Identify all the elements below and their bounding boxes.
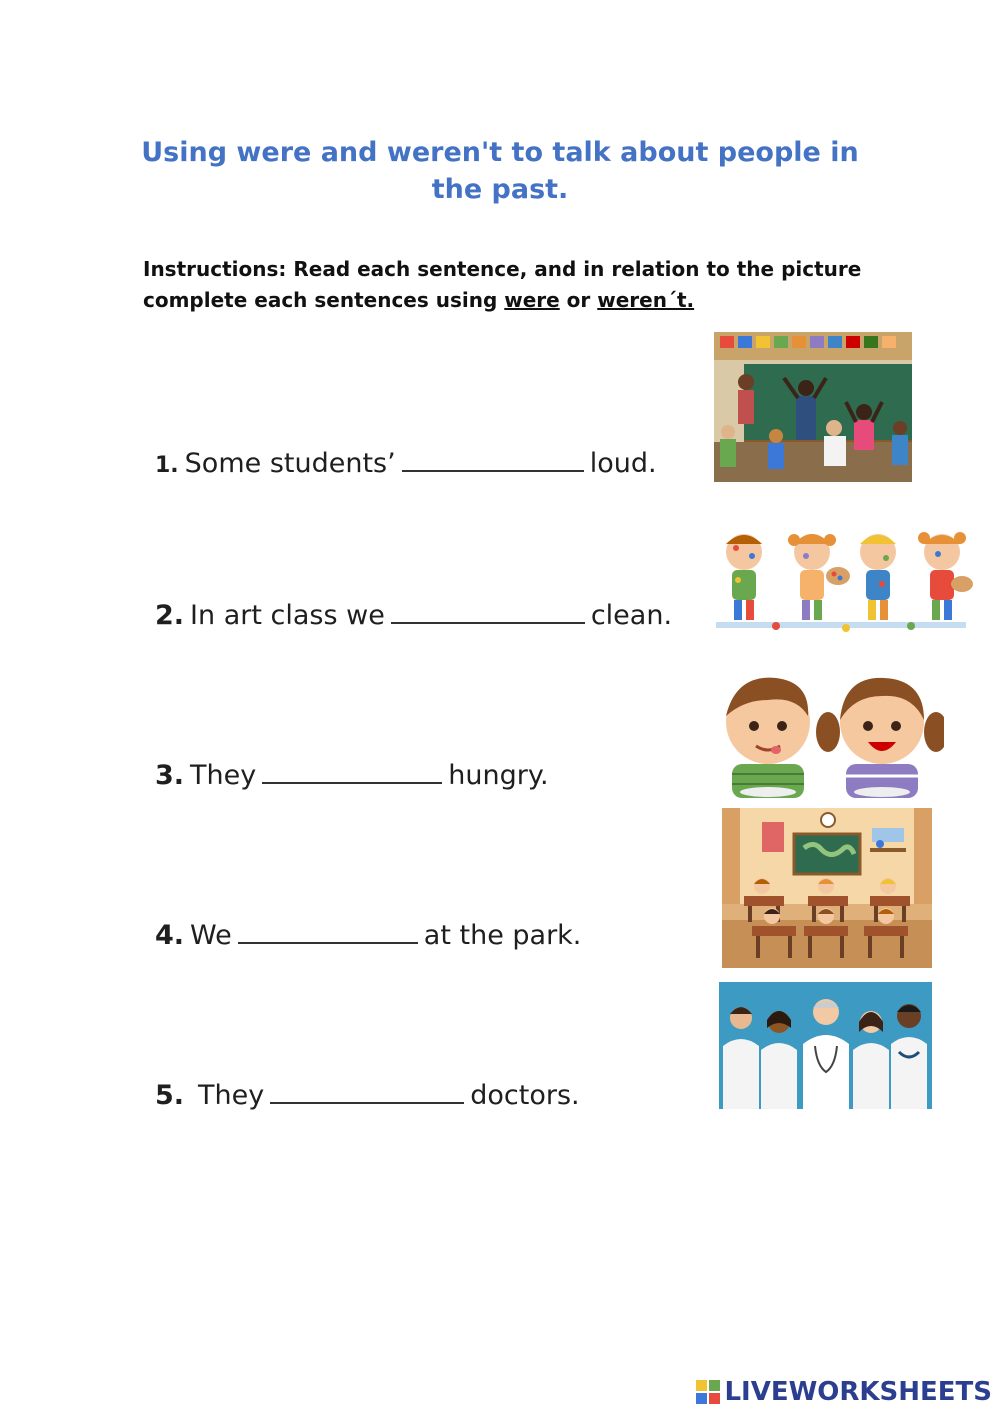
answer-blank-3[interactable] — [262, 756, 442, 784]
question-4 — [155, 916, 581, 951]
question-text-before: They — [198, 1080, 265, 1111]
question-number: 1. — [155, 453, 179, 478]
question-text-after: loud. — [589, 448, 657, 479]
question-number: 4. — [155, 920, 185, 951]
option-were: were — [504, 288, 560, 312]
answer-blank-2[interactable] — [391, 596, 585, 624]
question-3 — [155, 756, 549, 791]
liveworksheets-logo-icon — [696, 1380, 720, 1404]
question-number: 5. — [155, 1080, 185, 1111]
question-text-before: They — [190, 760, 257, 791]
question-text-after: doctors. — [470, 1080, 580, 1111]
classroom-desks-picture — [722, 808, 932, 968]
instructions-connector: or — [559, 288, 598, 312]
question-number: 3. — [155, 760, 185, 791]
answer-blank-1[interactable] — [402, 444, 584, 472]
liveworksheets-logo-text: LIVEWORKSHEETS — [724, 1377, 992, 1407]
answer-blank-4[interactable] — [238, 916, 418, 944]
messy-painting-kids-illustration — [706, 514, 976, 638]
classroom-desks-illustration — [722, 808, 932, 968]
question-text-before: Some students’ — [184, 448, 396, 479]
instructions-prefix: complete each sentences using — [143, 288, 505, 312]
instructions-line-1: Instructions: Read each sentence, and in relation to the picture — [143, 257, 862, 281]
question-text-after: at the park. — [423, 920, 582, 951]
doctors-picture — [719, 982, 932, 1109]
question-2 — [155, 596, 672, 631]
worksheet-title: Using were and weren't to talk about people in the past. — [141, 137, 859, 205]
hungry-kids-picture — [716, 670, 944, 798]
option-werent: weren´t. — [597, 288, 695, 312]
question-5 — [155, 1076, 580, 1111]
question-text-after: clean. — [590, 600, 673, 631]
question-1 — [155, 444, 657, 479]
classroom-students-illustration — [714, 332, 912, 482]
instructions — [143, 254, 883, 316]
question-text-after: hungry. — [448, 760, 549, 791]
doctors-illustration — [719, 982, 932, 1109]
question-text-before: We — [190, 920, 232, 951]
answer-blank-5[interactable] — [270, 1076, 464, 1104]
question-text-before: In art class we — [190, 600, 385, 631]
liveworksheets-logo — [696, 1377, 992, 1407]
messy-painting-kids-picture — [706, 514, 976, 638]
hungry-kids-illustration — [716, 670, 944, 798]
question-number: 2. — [155, 600, 185, 631]
instructions-line-2 — [143, 285, 883, 316]
classroom-students-picture — [714, 332, 912, 482]
